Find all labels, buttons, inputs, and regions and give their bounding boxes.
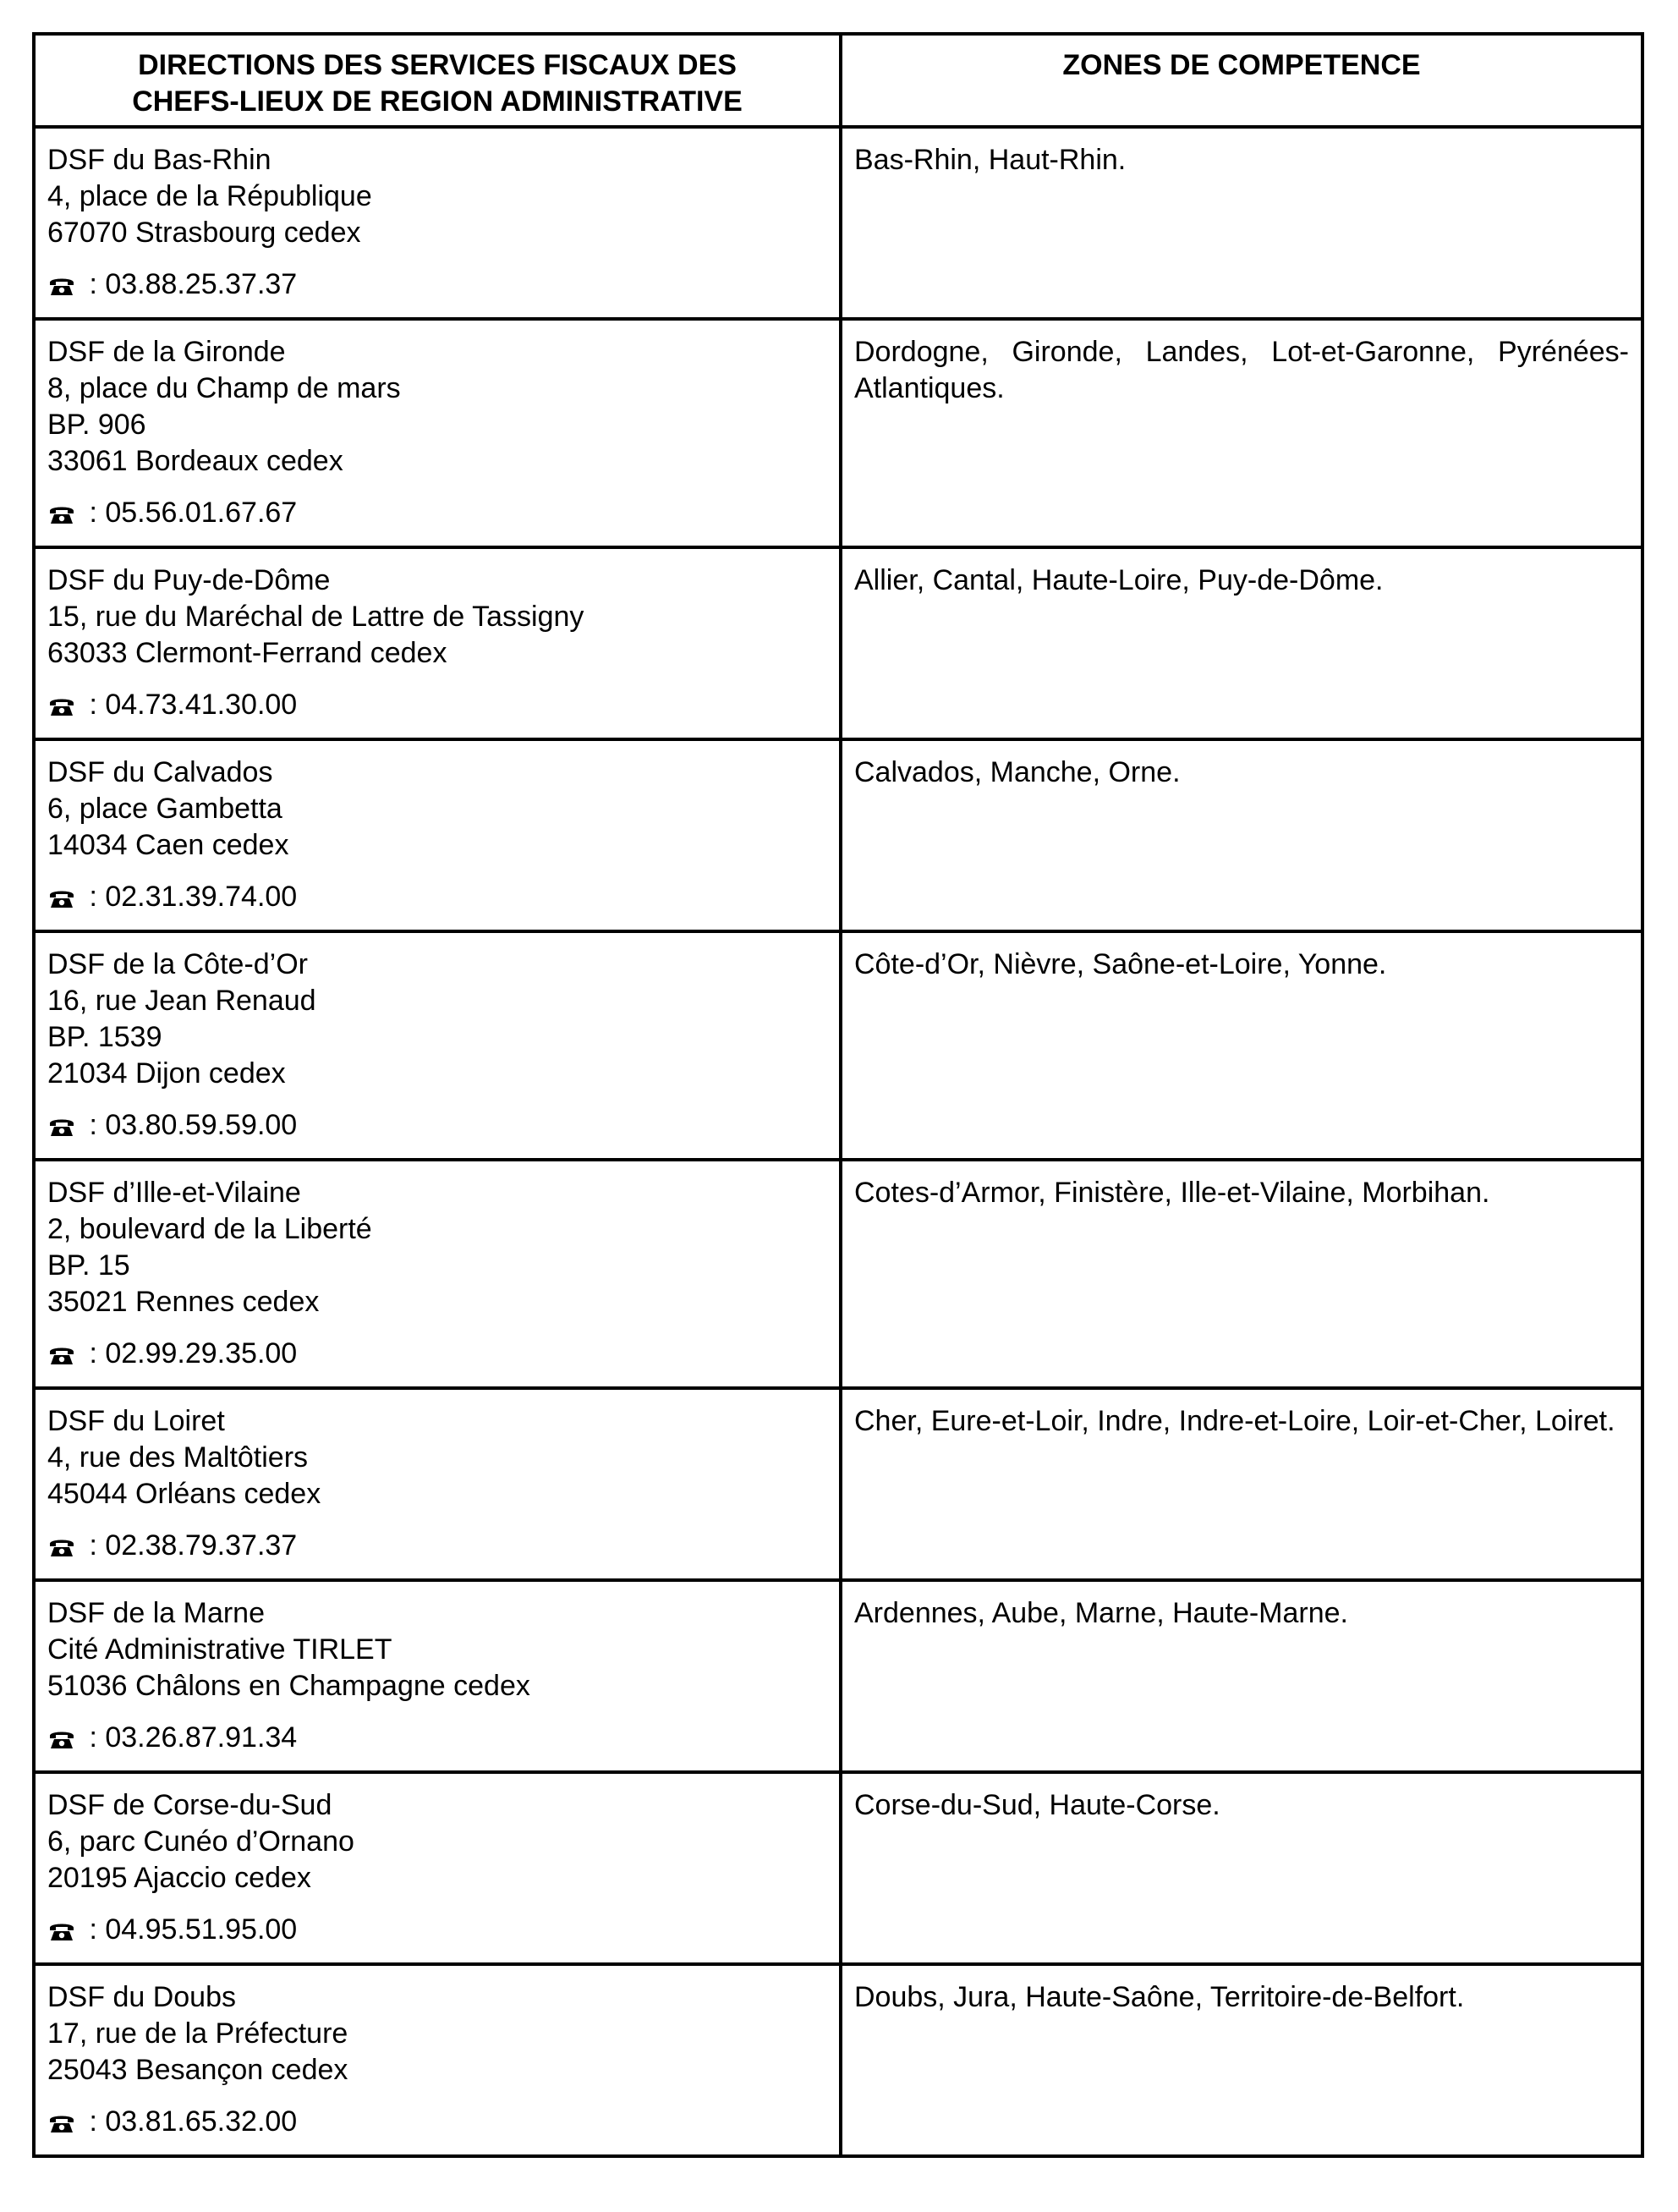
phone-line: [47, 495, 827, 531]
dsf-name: DSF du Bas-Rhin: [47, 144, 271, 176]
dsf-directory-table: [32, 32, 1644, 2158]
phone-line: [47, 1528, 827, 1564]
phone-line: [47, 1912, 827, 1948]
table-row: [34, 1772, 1642, 1964]
table-row: [34, 1964, 1642, 2156]
competence-zones-cell: Bas-Rhin, Haut-Rhin.: [841, 127, 1642, 319]
dsf-address-cell: [34, 547, 841, 739]
dsf-name: DSF du Puy-de-Dôme: [47, 564, 331, 596]
address-line: 25043 Besançon cedex: [47, 2054, 348, 2086]
address-line: 20195 Ajaccio cedex: [47, 1862, 311, 1894]
address-line: BP. 906: [47, 409, 146, 441]
phone-number: : 04.73.41.30.00: [81, 689, 298, 721]
competence-zones-cell: Corse-du-Sud, Haute-Corse.: [841, 1772, 1642, 1964]
header-directions-line1: DIRECTIONS DES SERVICES FISCAUX DES: [138, 49, 737, 81]
dsf-name: DSF du Calvados: [47, 756, 273, 788]
table-row: [34, 739, 1642, 931]
telephone-icon: [47, 879, 81, 915]
address-line: 67070 Strasbourg cedex: [47, 217, 361, 249]
phone-line: [47, 266, 827, 303]
competence-zones-cell: Doubs, Jura, Haute-Saône, Territoire-de-Belfort.: [841, 1964, 1642, 2156]
competence-zones-cell: Cher, Eure-et-Loir, Indre, Indre-et-Loire, Loir-et-Cher, Loiret.: [841, 1388, 1642, 1580]
competence-zones-cell: Cotes-d’Armor, Finistère, Ille-et-Vilaine, Morbihan.: [841, 1160, 1642, 1388]
address-line: 33061 Bordeaux cedex: [47, 445, 343, 477]
address-line: 15, rue du Maréchal de Lattre de Tassigny: [47, 601, 584, 633]
phone-line: [47, 687, 827, 723]
dsf-address-cell: [34, 127, 841, 319]
telephone-icon: [47, 1720, 81, 1756]
dsf-name: DSF de la Côte-d’Or: [47, 948, 308, 980]
competence-zones-cell: Côte-d’Or, Nièvre, Saône-et-Loire, Yonne.: [841, 931, 1642, 1160]
address-line: 8, place du Champ de mars: [47, 372, 401, 404]
table-header-row: [34, 34, 1642, 127]
telephone-icon: [47, 2104, 81, 2140]
phone-line: [47, 2104, 827, 2140]
table-row: [34, 1388, 1642, 1580]
header-directions-line2: CHEFS-LIEUX DE REGION ADMINISTRATIVE: [132, 85, 743, 118]
dsf-name: DSF du Loiret: [47, 1405, 225, 1437]
address-line: 6, place Gambetta: [47, 793, 282, 825]
table-body: [34, 127, 1642, 2156]
table-row: [34, 931, 1642, 1160]
dsf-address-cell: [34, 931, 841, 1160]
address-line: BP. 15: [47, 1249, 130, 1282]
dsf-address-cell: [34, 1772, 841, 1964]
dsf-address-cell: [34, 739, 841, 931]
telephone-icon: [47, 1912, 81, 1948]
phone-number: : 03.88.25.37.37: [81, 268, 298, 300]
dsf-name: DSF d’Ille-et-Vilaine: [47, 1177, 301, 1209]
table-row: [34, 127, 1642, 319]
dsf-address-cell: [34, 1160, 841, 1388]
dsf-address-cell: [34, 1388, 841, 1580]
address-line: 4, rue des Maltôtiers: [47, 1441, 309, 1474]
dsf-name: DSF du Doubs: [47, 1981, 236, 2013]
phone-number: : 04.95.51.95.00: [81, 1913, 298, 1946]
competence-zones-cell: Ardennes, Aube, Marne, Haute-Marne.: [841, 1580, 1642, 1772]
dsf-name: DSF de la Marne: [47, 1597, 265, 1629]
phone-line: [47, 879, 827, 915]
address-line: 63033 Clermont-Ferrand cedex: [47, 637, 447, 669]
telephone-icon: [47, 1336, 81, 1372]
phone-number: : 02.31.39.74.00: [81, 881, 298, 913]
telephone-icon: [47, 1107, 81, 1144]
competence-zones-cell: Allier, Cantal, Haute-Loire, Puy-de-Dôme.: [841, 547, 1642, 739]
phone-number: : 03.80.59.59.00: [81, 1109, 298, 1141]
phone-line: [47, 1720, 827, 1756]
address-line: 16, rue Jean Renaud: [47, 985, 316, 1017]
address-line: 51036 Châlons en Champagne cedex: [47, 1670, 530, 1702]
phone-line: [47, 1107, 827, 1144]
dsf-name: DSF de Corse-du-Sud: [47, 1789, 332, 1821]
address-line: 21034 Dijon cedex: [47, 1057, 286, 1090]
dsf-address-cell: [34, 1964, 841, 2156]
telephone-icon: [47, 266, 81, 303]
address-line: BP. 1539: [47, 1021, 162, 1053]
address-line: 6, parc Cunéo d’Ornano: [47, 1825, 354, 1858]
address-line: 4, place de la République: [47, 180, 372, 212]
phone-number: : 03.26.87.91.34: [81, 1721, 298, 1754]
competence-zones-cell: Dordogne, Gironde, Landes, Lot-et-Garonne, Pyrénées-Atlantiques.: [841, 319, 1642, 547]
competence-zones-cell: Calvados, Manche, Orne.: [841, 739, 1642, 931]
address-line: 2, boulevard de la Liberté: [47, 1213, 372, 1245]
telephone-icon: [47, 687, 81, 723]
phone-number: : 02.99.29.35.00: [81, 1337, 298, 1369]
phone-line: [47, 1336, 827, 1372]
table-row: [34, 1580, 1642, 1772]
dsf-name: DSF de la Gironde: [47, 336, 286, 368]
address-line: 14034 Caen cedex: [47, 829, 289, 861]
table-row: [34, 547, 1642, 739]
address-line: Cité Administrative TIRLET: [47, 1633, 392, 1666]
phone-number: : 03.81.65.32.00: [81, 2105, 298, 2138]
address-line: 35021 Rennes cedex: [47, 1286, 320, 1318]
dsf-address-cell: [34, 319, 841, 547]
dsf-address-cell: [34, 1580, 841, 1772]
table-row: [34, 1160, 1642, 1388]
phone-number: : 02.38.79.37.37: [81, 1529, 298, 1562]
address-line: 45044 Orléans cedex: [47, 1478, 321, 1510]
telephone-icon: [47, 1528, 81, 1564]
table-row: [34, 319, 1642, 547]
telephone-icon: [47, 495, 81, 531]
header-zones: ZONES DE COMPETENCE: [841, 34, 1642, 127]
address-line: 17, rue de la Préfecture: [47, 2017, 348, 2050]
header-directions: [34, 34, 841, 127]
phone-number: : 05.56.01.67.67: [81, 497, 298, 529]
